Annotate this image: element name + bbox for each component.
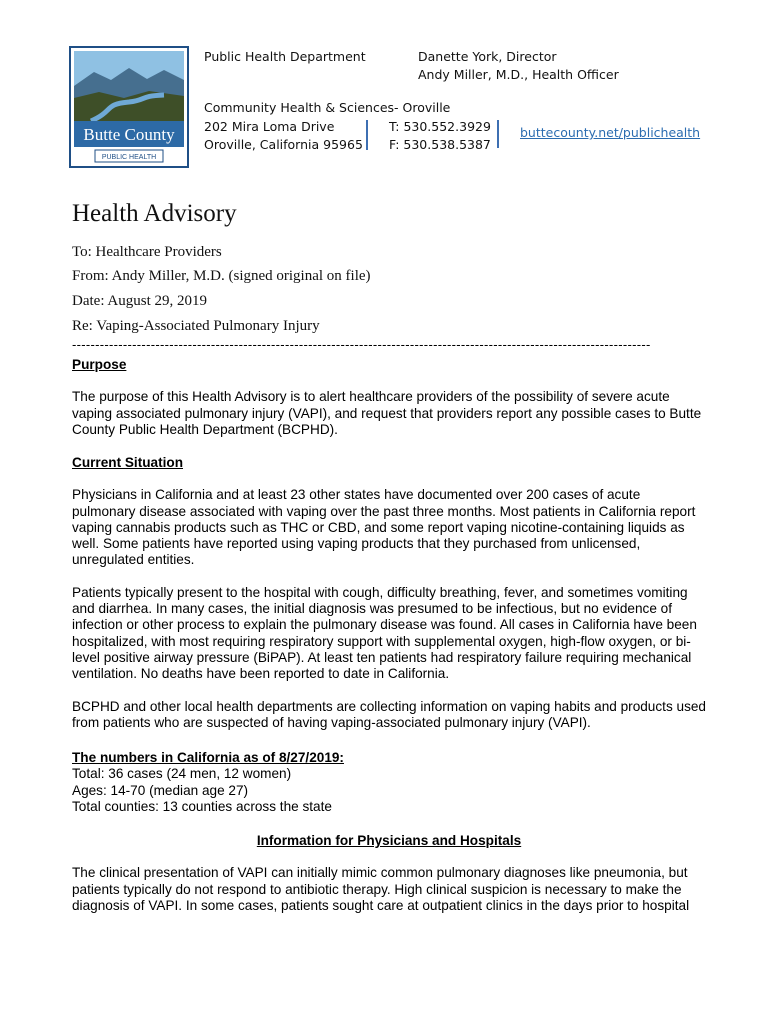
current-situation-heading: Current Situation	[72, 455, 184, 470]
logo-name: Butte County	[83, 125, 175, 144]
current-situation-p2: Patients typically present to the hospital with cough, difficulty breathing, fever, and sometimes vomiting and diarrhea. In many cases, the initial diagnosis was presumed to be infectious, but no evidence of infection or other process to explain the pulmonary disease was found. All cases in California have been hospitalized, with most requiring respiratory support with supplemental oxygen, high-flow oxygen, or bi-level positive airway pressure (BiPAP). At least ten patients had respiratory failure requiring mechanical ventilation. No deaths have been reported to date in California.	[72, 584, 697, 682]
info-heading: Information for Physicians and Hospitals	[256, 833, 522, 848]
logo-subtitle: PUBLIC HEALTH	[101, 154, 157, 161]
numbers-section	[72, 750, 706, 815]
numbers-counties: Total counties: 13 counties across the state	[72, 798, 332, 814]
memo-re: Re: Vaping-Associated Pulmonary Injury	[72, 318, 320, 334]
division-name: Community Health & Sciences- Oroville	[204, 100, 451, 115]
purpose-section	[72, 357, 706, 438]
address-line2: Oroville, California 95965	[204, 137, 363, 152]
fax-number: F: 530.538.5387	[389, 137, 491, 152]
numbers-ages: Ages: 14-70 (median age 27)	[72, 782, 249, 798]
memo-date: Date: August 29, 2019	[72, 293, 207, 309]
phone-number: T: 530.552.3929	[389, 119, 491, 134]
page-title: Health Advisory	[72, 200, 237, 227]
website-link[interactable]: buttecounty.net/publichealth	[520, 125, 701, 140]
separator-line: -----------------------------------------------------------------------------------------------------------------------------	[72, 338, 651, 352]
current-situation-p3: BCPHD and other local health departments are collecting information on vaping habits and products used from patients who are suspected of having vaping-associated pulmonary injury (VAPI).	[72, 698, 706, 730]
header-divider	[497, 120, 499, 148]
info-p1: The clinical presentation of VAPI can initially mimic common pulmonary diagnoses like pneumonia, but patients typically do not respond to antibiotic therapy. High clinical suspicion is necessary to make the diagnosis of VAPI. In some cases, patients sought care at outpatient clinics in the days prior to hospital	[72, 865, 690, 913]
info-section	[72, 833, 706, 914]
address-line1: 202 Mira Loma Drive	[204, 119, 335, 134]
purpose-heading: Purpose	[72, 357, 127, 372]
memo-to: To: Healthcare Providers	[72, 244, 222, 260]
purpose-text: The purpose of this Health Advisory is to alert healthcare providers of the possibility of severe acute vaping associated pulmonary injury (VAPI), and request that providers report any possible cases to Butte County Public Health Department (BCPHD).	[72, 389, 702, 437]
numbers-heading: The numbers in California as of 8/27/2019:	[72, 750, 344, 765]
header-divider	[366, 120, 368, 150]
numbers-total: Total: 36 cases (24 men, 12 women)	[72, 766, 292, 782]
current-situation-section	[72, 455, 706, 731]
current-situation-p1: Physicians in California and at least 23 other states have documented over 200 cases of acute pulmonary disease associated with vaping over the past three months. Most patients in California report vaping cannabis products such as THC or CBD, and some report vaping nicotine-containing liquids as well. Some patients have reported using vaping products that they purchased from unlicensed, unregulated entities.	[72, 487, 696, 568]
memo-from: From: Andy Miller, M.D. (signed original on file)	[72, 268, 371, 284]
director-name: Danette York, Director	[418, 49, 557, 64]
butte-county-public-health-logo	[69, 46, 189, 168]
health-officer-name: Andy Miller, M.D., Health Officer	[418, 67, 619, 82]
department-name: Public Health Department	[204, 49, 366, 64]
